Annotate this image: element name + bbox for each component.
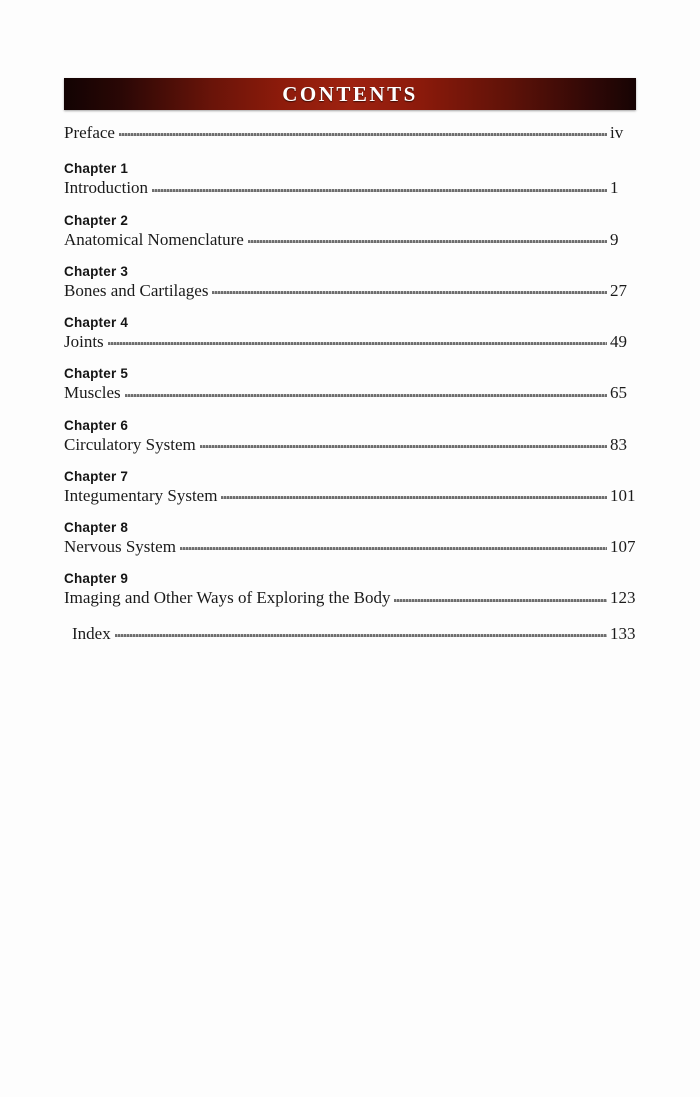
toc-entry-title: Bones and Cartilages (64, 280, 209, 300)
toc-entry-chapter-7 (64, 469, 636, 506)
dot-leader (221, 490, 607, 503)
toc-row[interactable] (64, 331, 636, 352)
toc-entry-index (64, 623, 636, 644)
spacer (64, 205, 636, 213)
dot-leader (212, 285, 607, 298)
toc-entry-chapter-3 (64, 264, 636, 301)
toc-row[interactable] (64, 122, 636, 143)
toc-entry-chapter-4 (64, 315, 636, 352)
toc-entry-chapter-5 (64, 366, 636, 403)
toc-entry-page: 9 (610, 229, 619, 249)
table-of-contents (64, 122, 636, 650)
toc-row[interactable] (64, 485, 636, 506)
chapter-label: Chapter 7 (64, 468, 129, 484)
toc-row[interactable] (64, 177, 636, 198)
spacer (64, 410, 636, 418)
toc-entry-title: Index (72, 623, 111, 643)
toc-entry-page: 1 (610, 178, 619, 198)
toc-entry-chapter-8 (64, 520, 636, 557)
chapter-label: Chapter 5 (64, 366, 129, 382)
toc-entry-page: 133 (610, 623, 636, 643)
toc-row[interactable] (64, 382, 636, 403)
spacer (64, 358, 636, 366)
toc-entry-page: 107 (610, 537, 636, 556)
toc-entry-title: Circulatory System (64, 434, 196, 454)
toc-entry-page: 101 (610, 485, 636, 505)
toc-entry-title: Integumentary System (64, 485, 218, 505)
dot-leader (394, 593, 607, 606)
dot-leader (115, 628, 607, 641)
dot-leader (125, 388, 607, 401)
toc-entry-page: iv (610, 123, 624, 142)
spacer (64, 512, 636, 520)
toc-entry-page: 27 (610, 280, 627, 300)
toc-row[interactable] (64, 623, 636, 644)
toc-entry-chapter-1 (64, 161, 636, 198)
dot-leader (248, 234, 607, 247)
chapter-label: Chapter 9 (64, 571, 129, 587)
chapter-label: Chapter 2 (64, 212, 129, 228)
toc-entry-title: Joints (64, 332, 104, 351)
toc-entry-chapter-9 (64, 571, 636, 608)
toc-entry-page: 65 (610, 383, 627, 403)
dot-leader (152, 183, 607, 196)
toc-entry-chapter-6 (64, 418, 636, 455)
chapter-label: Chapter 4 (64, 315, 129, 330)
page-title: CONTENTS (282, 81, 418, 106)
dot-leader (108, 336, 607, 349)
toc-row[interactable] (64, 536, 636, 557)
dot-leader (200, 439, 607, 452)
chapter-label: Chapter 6 (64, 417, 129, 433)
toc-entry-chapter-2 (64, 213, 636, 250)
toc-entry-page: 49 (610, 332, 627, 351)
spacer (64, 563, 636, 571)
toc-entry-title: Introduction (64, 178, 149, 198)
spacer (64, 256, 636, 264)
spacer (64, 307, 636, 315)
toc-row[interactable] (64, 434, 636, 455)
toc-row[interactable] (64, 280, 636, 301)
dot-leader (180, 541, 607, 554)
chapter-label: Chapter 3 (64, 263, 129, 279)
toc-entry-title: Nervous System (64, 537, 176, 556)
toc-entry-title: Imaging and Other Ways of Exploring the Body (64, 588, 391, 608)
spacer (64, 461, 636, 469)
contents-banner (64, 78, 636, 110)
chapter-label: Chapter 8 (64, 520, 129, 535)
toc-entry-title: Muscles (64, 383, 121, 403)
toc-entry-title: Anatomical Nomenclature (64, 229, 244, 249)
toc-entry-page: 123 (610, 588, 636, 608)
toc-row[interactable] (64, 587, 636, 608)
toc-entry-preface (64, 122, 636, 143)
chapter-label: Chapter 1 (64, 161, 129, 177)
toc-entry-page: 83 (610, 434, 627, 454)
toc-row[interactable] (64, 229, 636, 250)
toc-entry-title: Preface (64, 123, 115, 142)
dot-leader (119, 127, 607, 140)
